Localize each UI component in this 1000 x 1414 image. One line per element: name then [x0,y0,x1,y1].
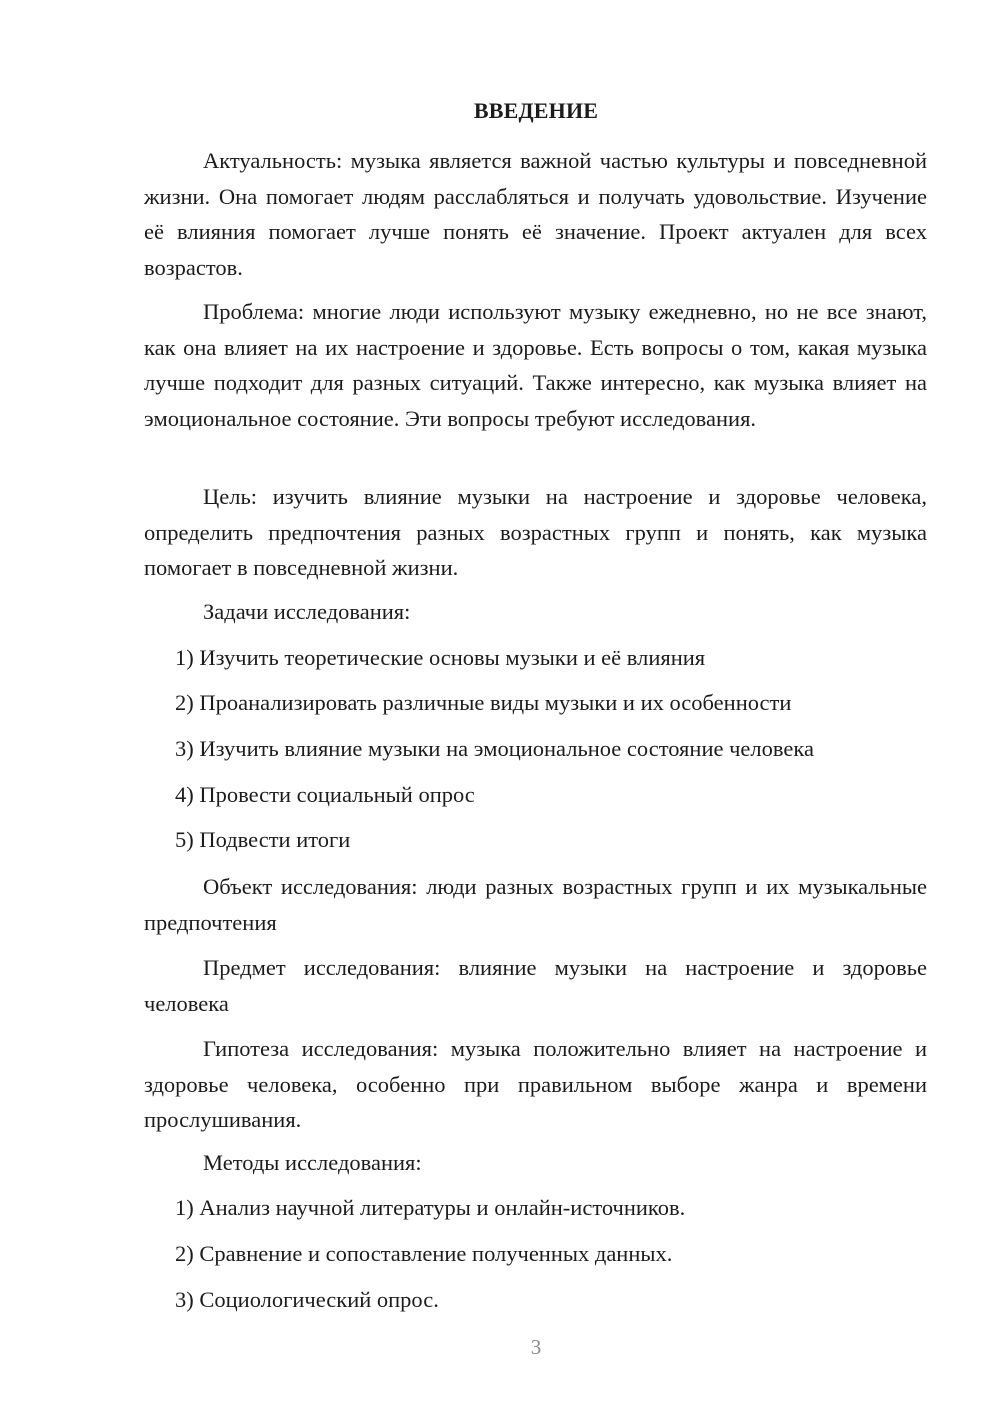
task-item-5: 5) Подвести итоги [175,827,351,852]
method-item-2: 2) Сравнение и сопоставление полученных данных. [175,1241,673,1266]
task-item-2: 2) Проанализировать различные виды музыки и их особенности [175,690,792,715]
task-item-1: 1) Изучить теоретические основы музыки и её влияния [175,645,706,670]
method-item-1: 1) Анализ научной литературы и онлайн-источников. [175,1195,686,1220]
methods-title: Методы исследования: [203,1150,422,1175]
problem-paragraph: Проблема: многие люди используют музыку ежедневно, но не все знают, как она влияет на их настроение и здоровье. Есть вопросы о том, какая музыка лучше подходит для разных ситуаций. Также интересно, как музыка влияет на эмоциональное состояние. Эти вопросы требуют исследования. [144,299,927,431]
subject-paragraph: Предмет исследования: влияние музыки на настроение и здоровье человека [144,955,927,1016]
task-item-3: 3) Изучить влияние музыки на эмоциональное состояние человека [175,736,814,761]
goal-paragraph: Цель: изучить влияние музыки на настроение и здоровье человека, определить предпочтения разных возрастных групп и понять, как музыка помогает в повседневной жизни. [144,484,927,580]
page-number: 3 [530,1335,542,1359]
hypothesis-paragraph: Гипотеза исследования: музыка положительно влияет на настроение и здоровье человека, особенно при правильном выборе жанра и времени прослушивания. [144,1036,927,1132]
task-item-4: 4) Провести социальный опрос [175,782,475,807]
page-title: ВВЕДЕНИЕ [473,98,599,123]
method-item-3: 3) Социологический опрос. [175,1287,439,1312]
tasks-title: Задачи исследования: [203,599,411,624]
relevance-paragraph: Актуальность: музыка является важной частью культуры и повседневной жизни. Она помогает людям расслабляться и получать удовольствие. Изучение её влияния помогает лучше понять её значение. Проект актуален для всех возрастов. [144,148,927,280]
object-paragraph: Объект исследования: люди разных возрастных групп и их музыкальные предпочтения [144,874,927,935]
